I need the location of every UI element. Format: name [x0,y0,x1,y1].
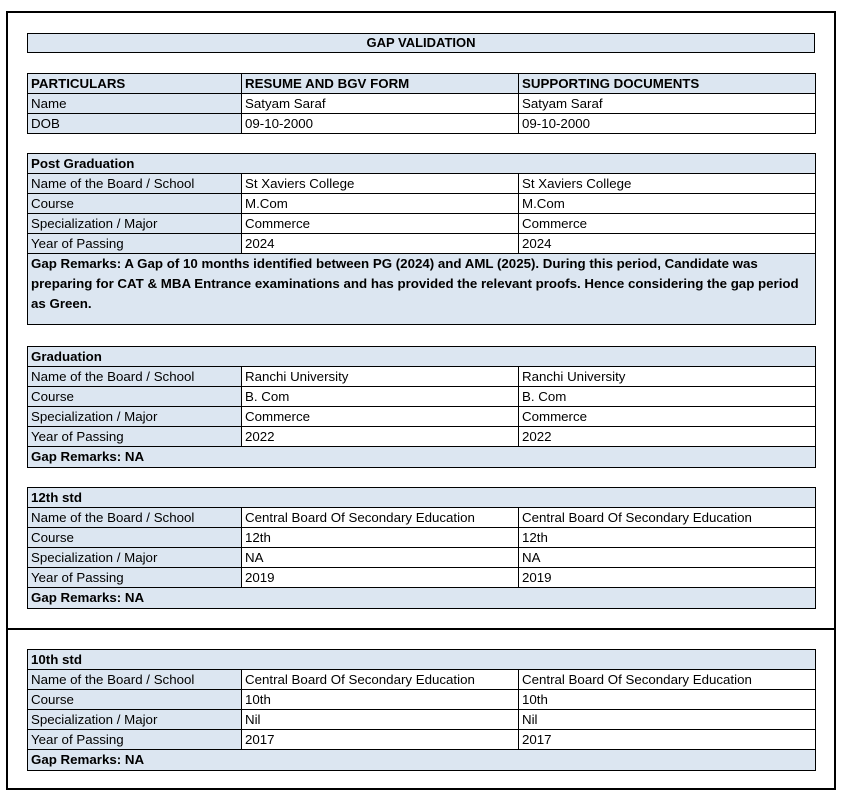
cell: M.Com [242,194,519,214]
cell: Commerce [242,214,519,234]
cell: Ranchi University [519,367,816,387]
cell: 2017 [242,730,519,750]
gap-remarks: Gap Remarks: NA [28,750,816,771]
table-row [28,670,816,690]
section-header-row [28,154,816,174]
cell: 2024 [519,234,816,254]
table-row [28,234,816,254]
cell: 2022 [242,427,519,447]
table-row [28,730,816,750]
cell: Satyam Saraf [242,94,519,114]
section-table [27,649,816,771]
section-table [27,346,816,468]
row-label: Year of Passing [28,568,242,588]
cell: Commerce [519,214,816,234]
table-row [28,528,816,548]
column-header: PARTICULARS [28,74,242,94]
table-row [28,387,816,407]
table-row [28,114,816,134]
cell: 12th [242,528,519,548]
cell: B. Com [242,387,519,407]
row-label: Specialization / Major [28,407,242,427]
table-row [28,194,816,214]
cell: 2019 [519,568,816,588]
cell: NA [242,548,519,568]
cell: 10th [519,690,816,710]
cell: St Xaviers College [519,174,816,194]
table-row [28,568,816,588]
cell: St Xaviers College [242,174,519,194]
section-table [27,487,816,609]
row-label: Year of Passing [28,234,242,254]
section-title: Graduation [28,347,816,367]
table-row [28,690,816,710]
row-label: Course [28,387,242,407]
row-label: Course [28,690,242,710]
cell: Satyam Saraf [519,94,816,114]
cell: Central Board Of Secondary Education [519,670,816,690]
section-header-row [28,347,816,367]
cell: 12th [519,528,816,548]
gap-remarks: Gap Remarks: A Gap of 10 months identified between PG (2024) and AML (2025). During this period, Candidate was preparing for CAT & MBA Entrance examinations and has provided the relevant proofs. Hence considering the gap period as Green. [28,254,816,325]
section-header-row [28,488,816,508]
gap-remarks-row [28,588,816,609]
row-label: Name of the Board / School [28,174,242,194]
cell: Commerce [242,407,519,427]
table-row [28,214,816,234]
row-label: Specialization / Major [28,214,242,234]
row-label: Name of the Board / School [28,367,242,387]
section-header-row [28,650,816,670]
cell: 09-10-2000 [519,114,816,134]
row-label: Course [28,528,242,548]
section-title: Post Graduation [28,154,816,174]
gap-remarks: Gap Remarks: NA [28,588,816,609]
row-label: Name of the Board / School [28,670,242,690]
cell: 09-10-2000 [242,114,519,134]
section-title: 12th std [28,488,816,508]
column-header: RESUME AND BGV FORM [242,74,519,94]
cell: Commerce [519,407,816,427]
gap-remarks-row [28,254,816,325]
gap-remarks: Gap Remarks: NA [28,447,816,468]
table-row [28,710,816,730]
gap-remarks-row [28,750,816,771]
cell: Nil [242,710,519,730]
table-row [28,407,816,427]
row-label: Year of Passing [28,730,242,750]
table-row [28,94,816,114]
cell: B. Com [519,387,816,407]
cell: Central Board Of Secondary Education [519,508,816,528]
cell: 2017 [519,730,816,750]
cell: M.Com [519,194,816,214]
table-row [28,548,816,568]
column-header: SUPPORTING DOCUMENTS [519,74,816,94]
row-label: Course [28,194,242,214]
cell: Ranchi University [242,367,519,387]
cell: 2022 [519,427,816,447]
table-row [28,508,816,528]
table-row [28,427,816,447]
row-label: DOB [28,114,242,134]
row-label: Name of the Board / School [28,508,242,528]
cell: 10th [242,690,519,710]
cell: 2024 [242,234,519,254]
page-title: GAP VALIDATION [27,33,815,53]
cell: Central Board Of Secondary Education [242,508,519,528]
row-label: Year of Passing [28,427,242,447]
cell: Central Board Of Secondary Education [242,670,519,690]
particulars-table [27,73,816,134]
gap-remarks-row [28,447,816,468]
table-row [28,367,816,387]
row-label: Specialization / Major [28,548,242,568]
section-table [27,153,816,325]
cell: NA [519,548,816,568]
cell: 2019 [242,568,519,588]
section-title: 10th std [28,650,816,670]
row-label: Specialization / Major [28,710,242,730]
row-label: Name [28,94,242,114]
table-row [28,174,816,194]
cell: Nil [519,710,816,730]
table-header-row [28,74,816,94]
